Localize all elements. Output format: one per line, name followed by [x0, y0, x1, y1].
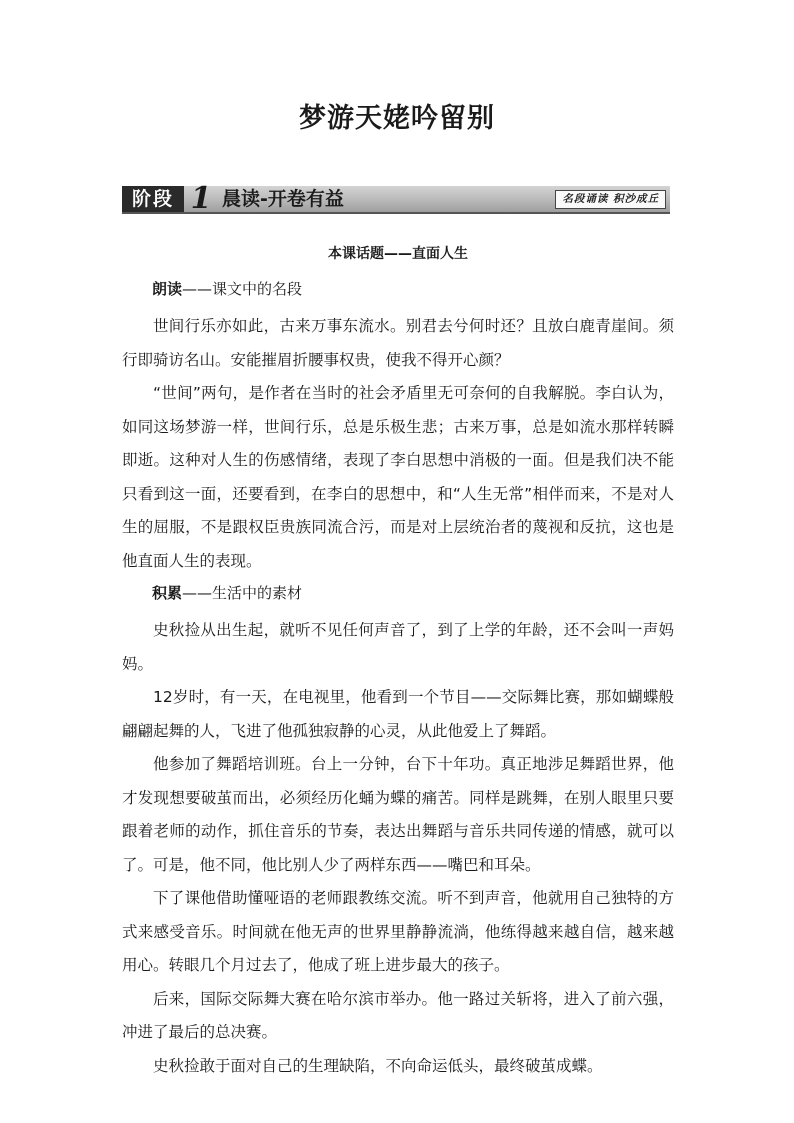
section-heading-reading-rest: ——课文中的名段	[182, 280, 303, 298]
section-heading-accumulate-rest: ——生活中的素材	[182, 584, 303, 602]
paragraph: 12岁时，有一天，在电视里，他看到一个节目——交际舞比赛，那如蝴蝶般翩翩起舞的人，飞进了他孤独寂静的心灵，从此他爱上了舞蹈。	[122, 688, 674, 740]
paragraph: 下了课他借助懂哑语的老师跟教练交流。听不到声音，他就用自己独特的方式来感受音乐。时间就在他无声的世界里静静流淌，他练得越来越自信，越来越用心。转眼几个月过去了，他成了班上进步最大的孩子。	[122, 889, 674, 974]
paragraph: 史秋捡敢于面对自己的生理缺陷，不向命运低头，最终破茧成蝶。	[153, 1056, 603, 1075]
paragraph: 他参加了舞蹈培训班。台上一分钟，台下十年功。真正地涉足舞蹈世界，他才发现想要破茧而出，必须经历化蛹为蝶的痛苦。同样是跳舞，在别人眼里只要跟着老师的动作，抓住音乐的节奏，表达出舞蹈与音乐共同传递的情感，就可以了。可是，他不同，他比别人少了两样东西——嘴巴和耳朵。	[122, 755, 674, 874]
paragraph: 世间行乐亦如此，古来万事东流水。别君去兮何时还？且放白鹿青崖间。须行即骑访名山。安能摧眉折腰事权贵，使我不得开心颜？	[122, 317, 674, 369]
paragraph: 史秋捡从出生起，就听不见任何声音了，到了上学的年龄，还不会叫一声妈妈。	[122, 621, 674, 673]
lesson-topic: 本课话题——直面人生	[328, 246, 468, 262]
section-heading-reading	[122, 274, 674, 304]
stage-tag: 阶段	[122, 186, 184, 212]
stage-number: 1	[190, 181, 212, 216]
section-heading-accumulate	[122, 578, 674, 608]
stage-motto: 名段诵读 积沙成丘	[555, 190, 666, 209]
paragraph: 后来，国际交际舞大赛在哈尔滨市举办。他一路过关斩将，进入了前六强，冲进了最后的总决赛。	[122, 989, 674, 1041]
stage-name: 晨读-开卷有益	[222, 188, 344, 210]
paragraph: “世间”两句，是作者在当时的社会矛盾里无可奈何的自我解脱。李白认为，如同这场梦游一样，世间行乐，总是乐极生悲；古来万事，总是如流水那样转瞬即逝。这种对人生的伤感情绪，表现了李白思想中消极的一面。但是我们决不能只看到这一面，还要看到，在李白的思想中，和“人生无常”相伴而来，不是对人生的屈服，不是跟权臣贵族同流合污，而是对上层统治者的蔑视和反抗，这也是他直面人生的表现。	[122, 384, 674, 570]
main-content	[122, 240, 674, 1083]
stage-banner	[122, 181, 670, 216]
page-title: 梦游天姥吟留别	[299, 103, 495, 134]
section-heading-reading-key: 朗读	[152, 280, 183, 298]
section-heading-accumulate-key: 积累	[152, 584, 183, 602]
